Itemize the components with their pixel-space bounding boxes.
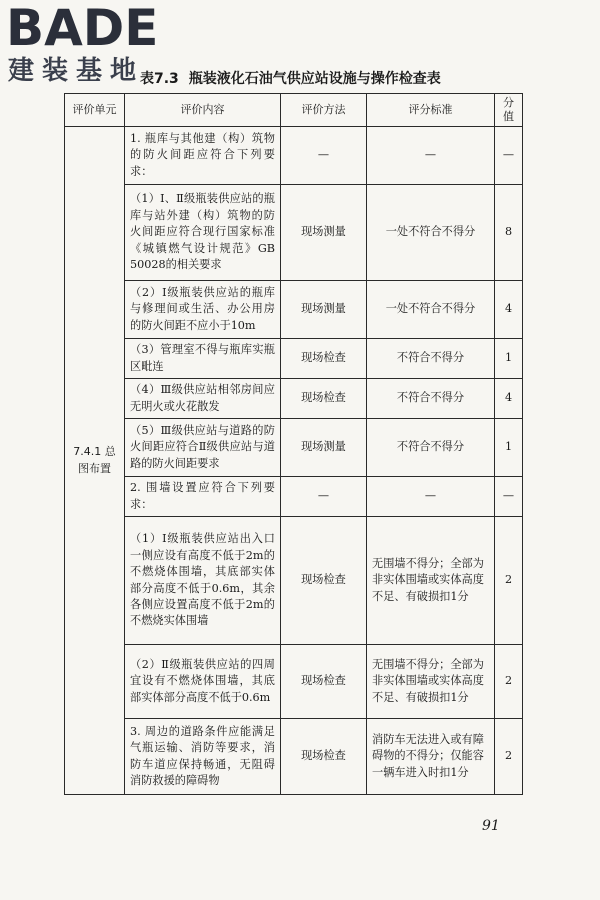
table-row — [65, 645, 523, 719]
table-row — [65, 419, 523, 477]
score-cell: 2 — [495, 517, 523, 645]
header-standard: 评分标准 — [367, 94, 495, 127]
method-cell: 现场检查 — [281, 379, 367, 419]
content-cell: 3. 周边的道路条件应能满足气瓶运输、消防等要求，消防车道应保持畅通，无阻碍消防救援的障碍物 — [125, 719, 281, 795]
content-cell: （3）管理室不得与瓶库实瓶区毗连 — [125, 339, 281, 379]
table-row — [65, 281, 523, 339]
table-header-row — [65, 94, 523, 127]
standard-cell: 无围墙不得分；全部为非实体围墙或实体高度不足、有破损扣1分 — [367, 645, 495, 719]
table-row — [65, 127, 523, 185]
method-cell: 现场检查 — [281, 719, 367, 795]
content-cell: （1）Ⅰ、Ⅱ级瓶装供应站的瓶库与站外建（构）筑物的防火间距应符合现行国家标准《城镇燃气设计规范》GB 50028的相关要求 — [125, 185, 281, 281]
score-cell: 1 — [495, 419, 523, 477]
header-unit: 评价单元 — [65, 94, 125, 127]
content-cell: （2）Ⅰ级瓶装供应站的瓶库与修理间或生活、办公用房的防火间距不应小于10m — [125, 281, 281, 339]
standard-cell: 一处不符合不得分 — [367, 281, 495, 339]
header-content: 评价内容 — [125, 94, 281, 127]
score-cell: 4 — [495, 281, 523, 339]
content-cell: （4）Ⅲ级供应站相邻房间应无明火或火花散发 — [125, 379, 281, 419]
content-cell: 1. 瓶库与其他建（构）筑物的防火间距应符合下列要求： — [125, 127, 281, 185]
method-cell: 现场测量 — [281, 281, 367, 339]
content-cell: （5）Ⅲ级供应站与道路的防火间距应符合Ⅱ级供应站与道路的防火间距要求 — [125, 419, 281, 477]
table-number: 表7.3 — [140, 71, 179, 87]
score-cell: 1 — [495, 339, 523, 379]
table-row — [65, 185, 523, 281]
content-cell: （1）Ⅰ级瓶装供应站出入口一侧应设有高度不低于2m的不燃烧体围墙，其底部实体部分高度不低于0.6m，其余各侧应设置高度不低于2m的不燃烧实体围墙 — [125, 517, 281, 645]
logo-brand: BADE — [6, 0, 159, 57]
score-cell: 8 — [495, 185, 523, 281]
standard-cell: — — [367, 127, 495, 185]
method-cell: 现场检查 — [281, 517, 367, 645]
standard-cell: 一处不符合不得分 — [367, 185, 495, 281]
header-method: 评价方法 — [281, 94, 367, 127]
table-row — [65, 517, 523, 645]
score-cell: — — [495, 127, 523, 185]
standard-cell: 不符合不得分 — [367, 339, 495, 379]
content-cell: 2. 围墙设置应符合下列要求： — [125, 477, 281, 517]
table-row — [65, 719, 523, 795]
score-cell: 2 — [495, 719, 523, 795]
logo-subtitle: 建装基地 — [8, 56, 145, 86]
standard-cell: 不符合不得分 — [367, 379, 495, 419]
method-cell: — — [281, 477, 367, 517]
table-row — [65, 379, 523, 419]
page-number: 91 — [482, 818, 500, 834]
method-cell: 现场检查 — [281, 645, 367, 719]
score-cell: 2 — [495, 645, 523, 719]
method-cell: 现场测量 — [281, 419, 367, 477]
standard-cell: 无围墙不得分；全部为非实体围墙或实体高度不足、有破损扣1分 — [367, 517, 495, 645]
score-cell: 4 — [495, 379, 523, 419]
table-row — [65, 477, 523, 517]
content-cell: （2）Ⅱ级瓶装供应站的四周宜设有不燃烧体围墙，其底部实体部分高度不低于0.6m — [125, 645, 281, 719]
table-title-text: 瓶装液化石油气供应站设施与操作检查表 — [188, 71, 441, 87]
method-cell: 现场检查 — [281, 339, 367, 379]
table-title — [140, 68, 590, 90]
inspection-table — [64, 93, 523, 795]
table-row — [65, 339, 523, 379]
standard-cell: 消防车无法进入或有障碍物的不得分；仅能容一辆车进入时扣1分 — [367, 719, 495, 795]
method-cell: — — [281, 127, 367, 185]
method-cell: 现场测量 — [281, 185, 367, 281]
standard-cell: 不符合不得分 — [367, 419, 495, 477]
standard-cell: — — [367, 477, 495, 517]
evaluation-unit-cell: 7.4.1 总图布置 — [65, 127, 125, 795]
header-score: 分值 — [495, 94, 523, 127]
score-cell: — — [495, 477, 523, 517]
